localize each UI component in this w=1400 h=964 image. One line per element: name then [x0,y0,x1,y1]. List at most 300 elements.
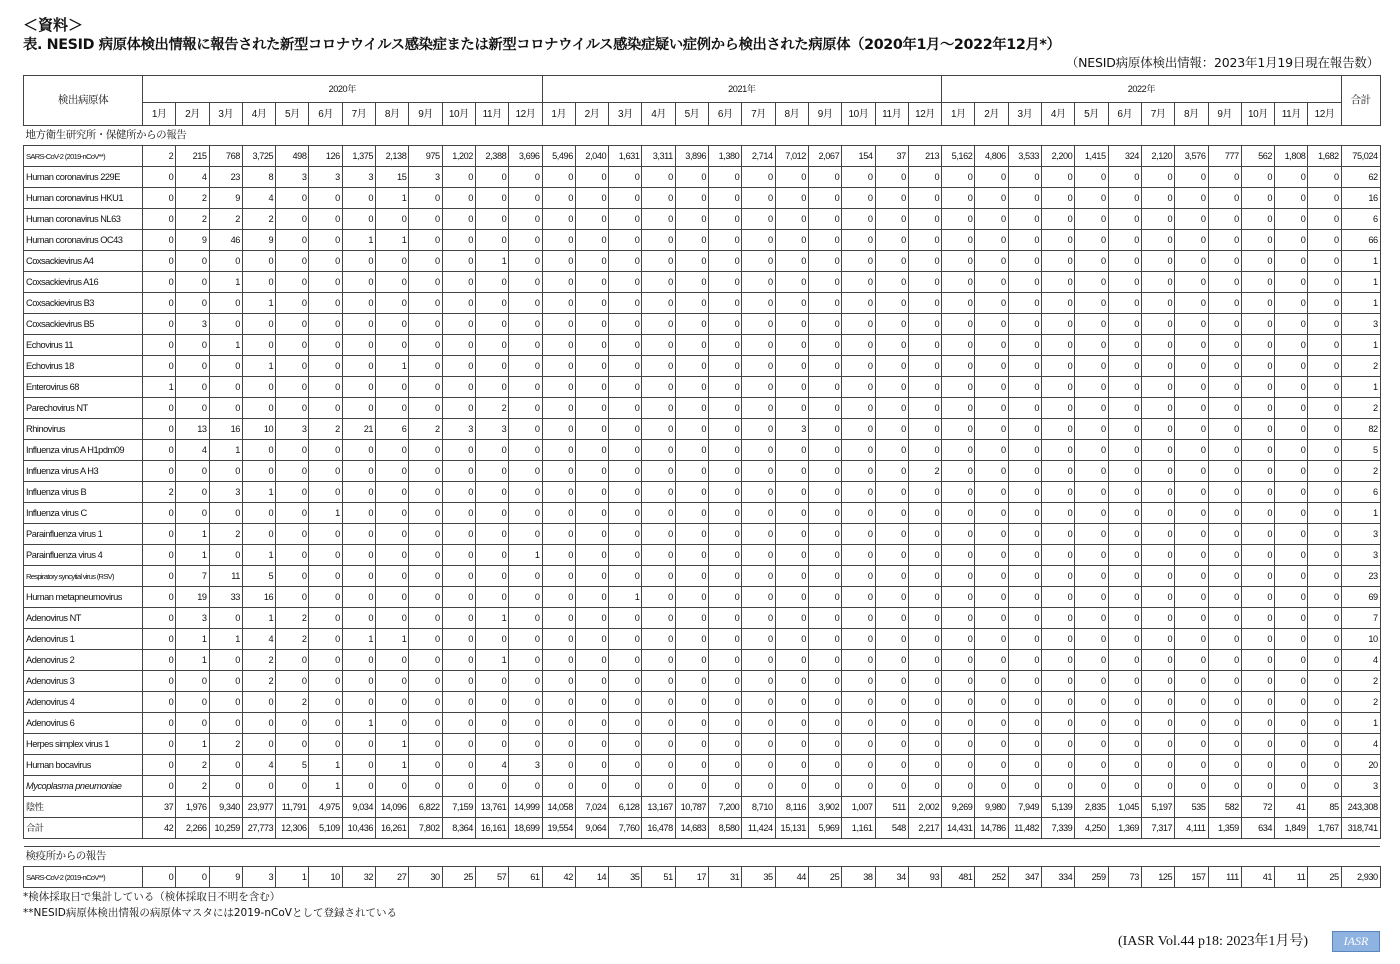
value-cell: 0 [742,566,775,587]
value-cell: 0 [609,650,642,671]
value-cell: 0 [842,566,875,587]
value-cell: 0 [742,692,775,713]
value-cell: 1 [609,587,642,608]
value-cell: 0 [342,587,375,608]
value-cell: 0 [1042,608,1075,629]
value-cell: 0 [575,461,608,482]
value-cell: 0 [808,692,841,713]
value-cell: 0 [242,461,275,482]
value-cell: 0 [942,482,975,503]
value-cell: 0 [1008,314,1041,335]
value-cell: 0 [942,188,975,209]
value-cell: 0 [442,314,475,335]
value-cell: 3,696 [509,146,542,167]
value-cell: 0 [675,629,708,650]
header-month: 2月 [975,103,1008,126]
header-year: 2021年 [542,76,942,103]
value-cell: 0 [1141,272,1174,293]
value-cell: 0 [1042,251,1075,272]
value-cell: 0 [609,356,642,377]
value-cell: 0 [675,503,708,524]
value-cell: 25 [442,867,475,888]
value-cell: 0 [742,209,775,230]
value-cell: 0 [642,461,675,482]
value-cell: 0 [1042,272,1075,293]
value-cell: 1 [342,629,375,650]
value-cell: 259 [1075,867,1108,888]
value-cell: 0 [475,209,508,230]
value-cell: 0 [575,608,608,629]
value-cell: 0 [642,713,675,734]
value-cell: 8,116 [775,797,808,818]
value-cell: 2 [1341,671,1380,692]
value-cell: 0 [908,251,941,272]
value-cell: 0 [975,482,1008,503]
value-cell: 44 [775,867,808,888]
value-cell: 0 [143,293,176,314]
value-cell: 0 [442,377,475,398]
value-cell: 1 [242,545,275,566]
value-cell: 0 [1275,650,1308,671]
pathogen-name: Mycoplasma pneumoniae [24,776,143,797]
value-cell: 0 [575,398,608,419]
value-cell: 0 [475,461,508,482]
value-cell: 0 [309,587,342,608]
table-row [24,209,1381,230]
value-cell: 0 [775,209,808,230]
value-cell: 0 [1241,713,1274,734]
table-row [24,608,1381,629]
value-cell: 1 [309,503,342,524]
value-cell: 0 [942,461,975,482]
value-cell: 0 [808,629,841,650]
value-cell: 2 [276,692,309,713]
value-cell: 157 [1175,867,1208,888]
value-cell: 0 [742,398,775,419]
value-cell: 0 [675,587,708,608]
value-cell: 0 [942,314,975,335]
value-cell: 0 [908,335,941,356]
value-cell: 0 [409,713,442,734]
value-cell: 0 [376,251,409,272]
value-cell: 0 [975,293,1008,314]
value-cell: 1 [176,524,209,545]
value-cell: 0 [875,293,908,314]
value-cell: 0 [143,587,176,608]
value-cell: 1 [276,867,309,888]
value-cell: 0 [642,587,675,608]
value-cell: 0 [742,335,775,356]
table-row [24,671,1381,692]
section-quarantine: 検疫所からの報告 [24,847,1381,867]
value-cell: 4 [176,167,209,188]
value-cell: 8,364 [442,818,475,839]
value-cell: 0 [775,293,808,314]
value-cell: 0 [475,671,508,692]
value-cell: 0 [1008,398,1041,419]
value-cell: 0 [309,713,342,734]
value-cell: 0 [709,209,742,230]
value-cell: 0 [1175,587,1208,608]
value-cell: 7,339 [1042,818,1075,839]
value-cell: 0 [276,188,309,209]
value-cell: 0 [1075,419,1108,440]
value-cell: 0 [509,419,542,440]
table-row [24,692,1381,713]
value-cell: 0 [1208,503,1241,524]
value-cell: 0 [1075,671,1108,692]
pathogen-name: Adenovirus NT [24,608,143,629]
value-cell: 0 [176,398,209,419]
value-cell: 0 [376,482,409,503]
value-cell: 0 [709,650,742,671]
value-cell: 23,977 [242,797,275,818]
value-cell: 0 [1175,419,1208,440]
value-cell: 0 [1241,650,1274,671]
value-cell: 0 [875,629,908,650]
value-cell: 0 [875,503,908,524]
value-cell: 0 [342,524,375,545]
value-cell: 0 [942,440,975,461]
value-cell: 0 [842,377,875,398]
value-cell: 0 [509,650,542,671]
value-cell: 0 [309,356,342,377]
value-cell: 35 [742,867,775,888]
value-cell: 0 [808,503,841,524]
value-cell: 0 [808,356,841,377]
value-cell: 0 [942,776,975,797]
value-cell: 2 [276,608,309,629]
value-cell: 0 [709,671,742,692]
value-cell: 0 [1208,524,1241,545]
value-cell: 0 [1275,440,1308,461]
value-cell: 0 [842,272,875,293]
value-cell: 31 [709,867,742,888]
value-cell: 0 [842,650,875,671]
value-cell: 0 [509,356,542,377]
value-cell: 0 [1008,671,1041,692]
value-cell: 0 [1275,293,1308,314]
value-cell: 0 [942,629,975,650]
value-cell: 0 [143,398,176,419]
value-cell: 0 [875,734,908,755]
value-cell: 0 [709,545,742,566]
value-cell: 0 [1108,377,1141,398]
value-cell: 0 [209,776,242,797]
value-cell: 0 [1208,419,1241,440]
value-cell: 0 [1208,272,1241,293]
value-cell: 3 [176,608,209,629]
value-cell: 0 [675,188,708,209]
value-cell: 0 [1308,482,1341,503]
header-month: 9月 [808,103,841,126]
value-cell: 3 [442,419,475,440]
value-cell: 3,902 [808,797,841,818]
value-cell: 0 [209,650,242,671]
value-cell: 0 [1241,209,1274,230]
value-cell: 0 [875,650,908,671]
value-cell: 1 [1341,503,1380,524]
value-cell: 4 [242,755,275,776]
value-cell: 13 [176,419,209,440]
value-cell: 0 [742,524,775,545]
value-cell: 0 [1175,482,1208,503]
value-cell: 0 [808,587,841,608]
value-cell: 2 [242,671,275,692]
value-cell: 0 [1275,356,1308,377]
value-cell: 0 [143,692,176,713]
value-cell: 0 [143,461,176,482]
pathogen-name: Coxsackievirus B5 [24,314,143,335]
value-cell: 16,261 [376,818,409,839]
header-month: 4月 [242,103,275,126]
value-cell: 0 [1008,545,1041,566]
value-cell: 1,359 [1208,818,1241,839]
value-cell: 0 [1175,335,1208,356]
value-cell: 3 [409,167,442,188]
value-cell: 16 [242,587,275,608]
value-cell: 0 [1308,671,1341,692]
value-cell: 4,250 [1075,818,1108,839]
value-cell: 2 [209,209,242,230]
value-cell: 3 [775,419,808,440]
value-cell: 0 [609,272,642,293]
value-cell: 0 [276,734,309,755]
value-cell: 0 [575,713,608,734]
value-cell: 0 [609,440,642,461]
value-cell: 0 [409,209,442,230]
table-row [24,734,1381,755]
value-cell: 0 [1108,692,1141,713]
value-cell: 0 [942,587,975,608]
value-cell: 0 [575,356,608,377]
value-cell: 0 [609,335,642,356]
value-cell: 0 [842,524,875,545]
section-row [24,126,1381,146]
value-cell: 0 [908,230,941,251]
value-cell: 0 [242,503,275,524]
value-cell: 7,317 [1141,818,1174,839]
value-cell: 0 [409,314,442,335]
value-cell: 0 [342,440,375,461]
header-total: 合計 [1341,76,1380,126]
value-cell: 0 [1008,608,1041,629]
value-cell: 0 [309,482,342,503]
value-cell: 0 [376,776,409,797]
value-cell: 0 [709,482,742,503]
value-cell: 0 [709,734,742,755]
value-cell: 0 [842,230,875,251]
value-cell: 0 [342,461,375,482]
value-cell: 0 [1308,503,1341,524]
header-month: 6月 [709,103,742,126]
value-cell: 0 [542,503,575,524]
value-cell: 0 [642,734,675,755]
value-cell: 0 [575,671,608,692]
value-cell: 0 [475,692,508,713]
value-cell: 0 [409,251,442,272]
value-cell: 0 [542,188,575,209]
value-cell: 1 [475,608,508,629]
value-cell: 0 [775,335,808,356]
value-cell: 0 [775,650,808,671]
value-cell: 0 [842,755,875,776]
value-cell: 0 [609,671,642,692]
value-cell: 10 [309,867,342,888]
table-row [24,314,1381,335]
value-cell: 0 [509,251,542,272]
value-cell: 1 [376,734,409,755]
value-cell: 0 [1275,272,1308,293]
value-cell: 0 [1208,251,1241,272]
value-cell: 0 [143,734,176,755]
value-cell: 0 [475,503,508,524]
table-row [24,524,1381,545]
pathogen-name: Human metapneumovirus [24,587,143,608]
value-cell: 0 [542,335,575,356]
value-cell: 0 [276,503,309,524]
value-cell: 0 [176,293,209,314]
value-cell: 0 [808,398,841,419]
section-row [24,847,1381,867]
value-cell: 0 [442,272,475,293]
value-cell: 2,040 [575,146,608,167]
value-cell: 3 [1341,776,1380,797]
value-cell: 0 [242,377,275,398]
value-cell: 0 [409,377,442,398]
value-cell: 126 [309,146,342,167]
table-row [24,167,1381,188]
value-cell: 0 [1175,734,1208,755]
table-row [24,650,1381,671]
value-cell: 0 [309,566,342,587]
value-cell: 0 [542,776,575,797]
value-cell: 0 [775,356,808,377]
value-cell: 1,369 [1108,818,1141,839]
table-row [24,587,1381,608]
value-cell: 0 [1208,713,1241,734]
value-cell: 1 [376,629,409,650]
value-cell: 0 [276,524,309,545]
value-cell: 0 [409,230,442,251]
value-cell: 0 [675,167,708,188]
value-cell: 0 [1175,461,1208,482]
value-cell: 25 [808,867,841,888]
value-cell: 0 [1241,188,1274,209]
value-cell: 27 [376,867,409,888]
pathogen-name: Human coronavirus OC43 [24,230,143,251]
value-cell: 14,999 [509,797,542,818]
row-label: 合計 [24,818,143,839]
value-cell: 0 [775,503,808,524]
value-cell: 0 [409,671,442,692]
header-month: 8月 [775,103,808,126]
value-cell: 0 [1141,293,1174,314]
value-cell: 0 [342,650,375,671]
value-cell: 0 [875,608,908,629]
value-cell: 0 [475,734,508,755]
value-cell: 498 [276,146,309,167]
value-cell: 0 [342,755,375,776]
value-cell: 0 [742,230,775,251]
value-cell: 32 [342,867,375,888]
value-cell: 0 [209,755,242,776]
value-cell: 0 [875,314,908,335]
value-cell: 0 [575,755,608,776]
value-cell: 0 [1275,188,1308,209]
value-cell: 0 [176,671,209,692]
table-row [24,461,1381,482]
value-cell: 0 [342,335,375,356]
footnote: **NESID病原体検出情報の病原体マスタには2019-nCoVとして登録されている [23,907,397,919]
value-cell: 2 [1341,692,1380,713]
value-cell: 0 [808,167,841,188]
value-cell: 2 [209,524,242,545]
value-cell: 0 [675,209,708,230]
table-row [24,713,1381,734]
value-cell: 0 [742,755,775,776]
value-cell: 51 [642,867,675,888]
value-cell: 0 [1141,335,1174,356]
value-cell: 2 [242,650,275,671]
value-cell: 0 [542,566,575,587]
value-cell: 0 [808,713,841,734]
value-cell: 0 [1075,776,1108,797]
value-cell: 0 [808,671,841,692]
value-cell: 0 [509,293,542,314]
value-cell: 1 [342,230,375,251]
value-cell: 0 [875,461,908,482]
value-cell: 0 [975,335,1008,356]
value-cell: 0 [342,608,375,629]
value-cell: 0 [908,692,941,713]
value-cell: 0 [1308,629,1341,650]
value-cell: 0 [1241,629,1274,650]
value-cell: 2 [176,776,209,797]
value-cell: 0 [975,188,1008,209]
value-cell: 0 [342,251,375,272]
value-cell: 0 [509,776,542,797]
value-cell: 1,808 [1275,146,1308,167]
value-cell: 0 [1241,755,1274,776]
value-cell: 0 [842,734,875,755]
value-cell: 0 [442,188,475,209]
value-cell: 0 [775,167,808,188]
value-cell: 0 [509,440,542,461]
value-cell: 4,975 [309,797,342,818]
value-cell: 1,976 [176,797,209,818]
value-cell: 0 [575,377,608,398]
value-cell: 0 [542,461,575,482]
value-cell: 0 [1141,314,1174,335]
value-cell: 34 [875,867,908,888]
value-cell: 0 [875,440,908,461]
value-cell: 0 [309,188,342,209]
value-cell: 16,478 [642,818,675,839]
value-cell: 0 [176,713,209,734]
value-cell: 0 [675,650,708,671]
value-cell: 0 [1042,482,1075,503]
value-cell: 0 [475,314,508,335]
table-row [24,629,1381,650]
value-cell: 0 [942,755,975,776]
value-cell: 0 [875,671,908,692]
value-cell: 0 [642,482,675,503]
value-cell: 0 [1208,314,1241,335]
header-month: 9月 [1208,103,1241,126]
value-cell: 0 [209,545,242,566]
value-cell: 0 [609,314,642,335]
